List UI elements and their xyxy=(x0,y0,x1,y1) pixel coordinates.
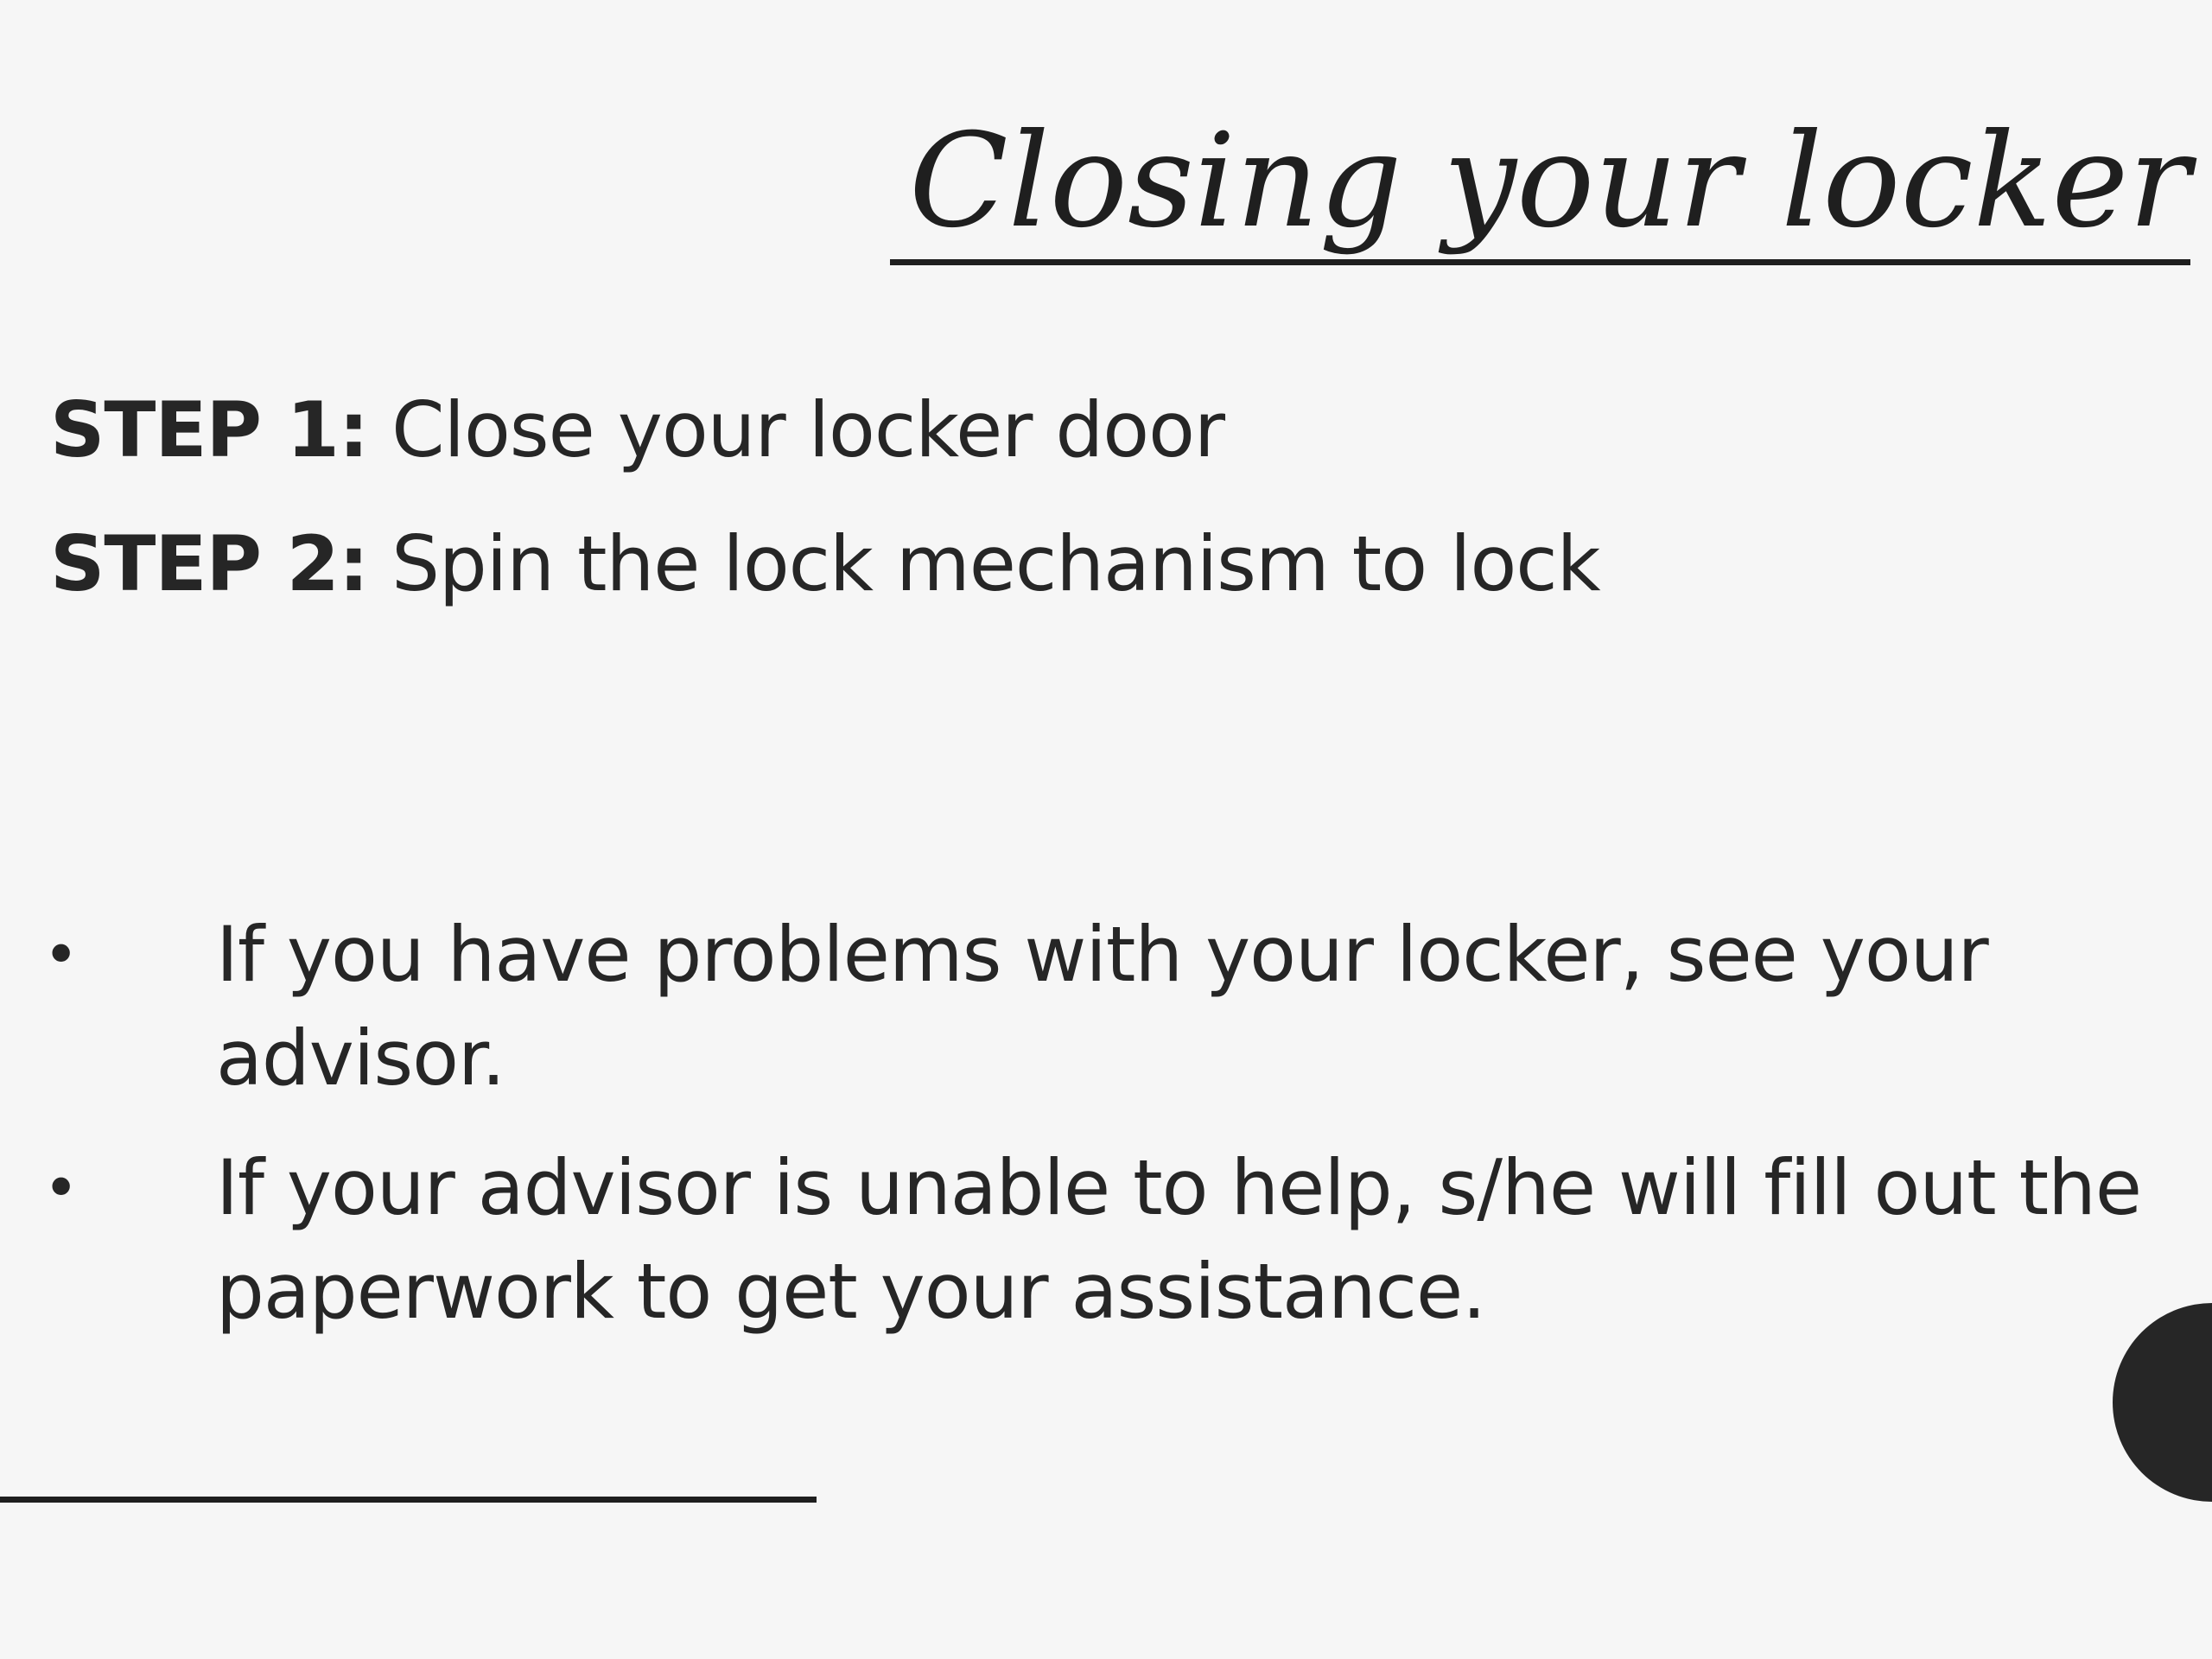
bullet-icon: • xyxy=(43,1153,79,1224)
slide-title: Closing your locker xyxy=(908,106,2190,257)
step-1-text: Close your locker door xyxy=(391,385,1225,474)
step-2-label: STEP 2: xyxy=(50,519,369,608)
title-underline xyxy=(890,259,2190,265)
list-item xyxy=(43,1136,2169,1344)
step-2-text: Spin the lock mechanism to lock xyxy=(391,519,1600,608)
step-1-label: STEP 1: xyxy=(50,385,369,474)
bottom-divider xyxy=(0,1497,817,1503)
step-2 xyxy=(50,518,1600,610)
list-item xyxy=(43,903,2169,1110)
step-1 xyxy=(50,385,1224,476)
bullet-text: If you have problems with your locker, see your advisor. xyxy=(216,910,1988,1103)
bullet-list xyxy=(43,903,2169,1370)
bullet-text: If your advisor is unable to help, s/he will fill out the paperwork to get your assistance. xyxy=(216,1143,2142,1336)
bullet-icon: • xyxy=(43,919,79,990)
